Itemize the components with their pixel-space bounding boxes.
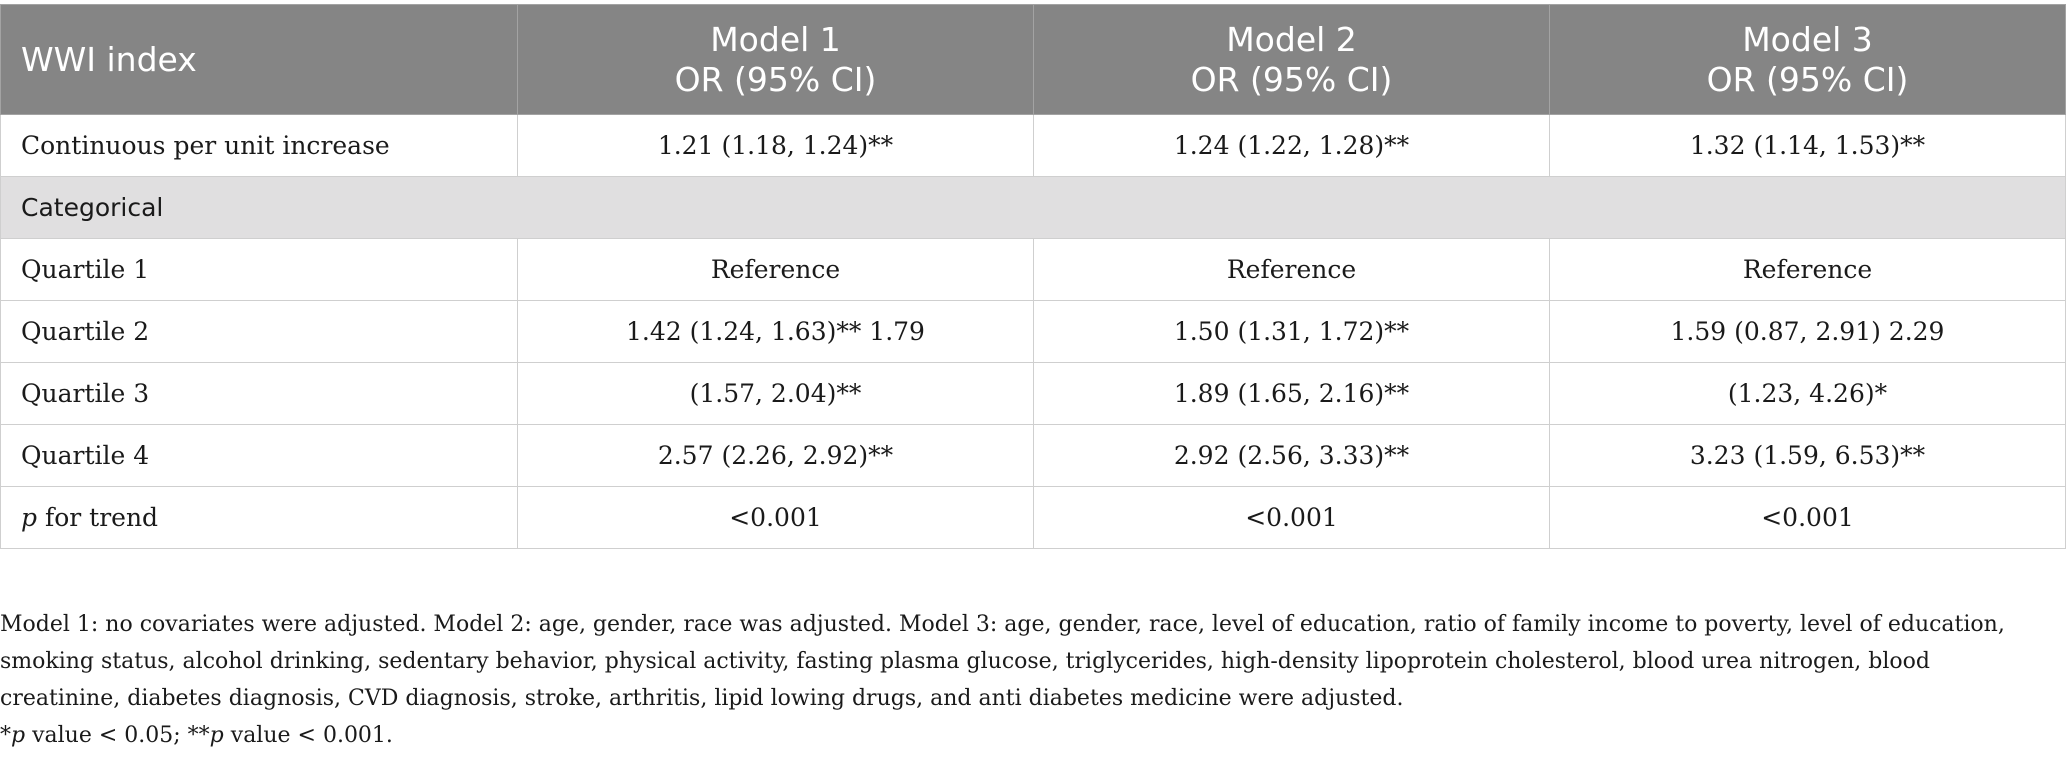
header-model-2-subtitle: OR (95% CI) bbox=[1190, 59, 1393, 99]
sig-star-2: ** bbox=[187, 723, 210, 748]
cell-model-1: Reference bbox=[518, 239, 1034, 301]
table-row-categorical-section bbox=[1, 177, 2066, 239]
footnote-models: Model 1: no covariates were adjusted. Model 2: age, gender, race was adjusted. Model 3: age, gender, race, level of education, ratio of family income to poverty, level of education, smoking status, alcohol drinking, sedentary behavior, physical activity, fasting plasma glucose, triglycerides, high-density lipoprotein cholesterol, blood urea nitrogen, blood creatinine, diabetes diagnosis, CVD diagnosis, stroke, arthritis, lipid lowing drugs, and anti diabetes medicine were adjusted. bbox=[0, 612, 2005, 711]
table-row bbox=[1, 301, 2066, 363]
sig-star-1: * bbox=[0, 723, 11, 748]
header-model-2-title: Model 2 bbox=[1226, 19, 1357, 59]
cell-model-2: 1.89 (1.65, 2.16)** bbox=[1034, 363, 1550, 425]
row-label-p-trend bbox=[1, 487, 518, 549]
cell-model-2: 1.24 (1.22, 1.28)** bbox=[1034, 115, 1550, 177]
p-trend-text: for trend bbox=[37, 503, 159, 532]
cell-model-3: 1.32 (1.14, 1.53)** bbox=[1550, 115, 2066, 177]
table-footnotes bbox=[0, 606, 2050, 754]
cell-model-2: <0.001 bbox=[1034, 487, 1550, 549]
cell-model-1: <0.001 bbox=[518, 487, 1034, 549]
header-model-2 bbox=[1034, 5, 1550, 115]
header-model-3-title: Model 3 bbox=[1742, 19, 1873, 59]
cell-model-1: 2.57 (2.26, 2.92)** bbox=[518, 425, 1034, 487]
sig-p-2: p bbox=[209, 723, 224, 748]
sig-p-1: p bbox=[11, 723, 26, 748]
table-row bbox=[1, 363, 2066, 425]
table-row-p-trend bbox=[1, 487, 2066, 549]
row-label: Quartile 3 bbox=[1, 363, 518, 425]
header-model-1-title: Model 1 bbox=[710, 19, 841, 59]
cell-model-2: 2.92 (2.56, 3.33)** bbox=[1034, 425, 1550, 487]
header-row bbox=[1, 5, 2066, 115]
table-row bbox=[1, 425, 2066, 487]
cell-model-3: Reference bbox=[1550, 239, 2066, 301]
table-row-continuous bbox=[1, 115, 2066, 177]
table-row bbox=[1, 239, 2066, 301]
results-table-container bbox=[0, 4, 2067, 549]
header-model-3 bbox=[1550, 5, 2066, 115]
footnote-significance bbox=[0, 717, 2050, 754]
cell-model-2: 1.50 (1.31, 1.72)** bbox=[1034, 301, 1550, 363]
row-label: Continuous per unit increase bbox=[1, 115, 518, 177]
header-model-1 bbox=[518, 5, 1034, 115]
cell-model-3: 3.23 (1.59, 6.53)** bbox=[1550, 425, 2066, 487]
cell-model-3: 1.59 (0.87, 2.91) 2.29 bbox=[1550, 301, 2066, 363]
cell-model-1: (1.57, 2.04)** bbox=[518, 363, 1034, 425]
p-italic: p bbox=[21, 503, 38, 532]
header-wwi-index: WWI index bbox=[1, 5, 518, 115]
cell-model-3: <0.001 bbox=[1550, 487, 2066, 549]
cell-model-1: 1.42 (1.24, 1.63)** 1.79 bbox=[518, 301, 1034, 363]
cell-model-2: Reference bbox=[1034, 239, 1550, 301]
cell-model-1: 1.21 (1.18, 1.24)** bbox=[518, 115, 1034, 177]
section-label-categorical: Categorical bbox=[1, 177, 2066, 239]
header-model-1-subtitle: OR (95% CI) bbox=[674, 59, 877, 99]
row-label: Quartile 1 bbox=[1, 239, 518, 301]
row-label: Quartile 2 bbox=[1, 301, 518, 363]
row-label: Quartile 4 bbox=[1, 425, 518, 487]
cell-model-3: (1.23, 4.26)* bbox=[1550, 363, 2066, 425]
sig-text-1: value < 0.05; bbox=[25, 723, 188, 748]
sig-text-2: value < 0.001. bbox=[223, 723, 393, 748]
header-model-3-subtitle: OR (95% CI) bbox=[1706, 59, 1909, 99]
odds-ratio-table bbox=[0, 4, 2066, 549]
